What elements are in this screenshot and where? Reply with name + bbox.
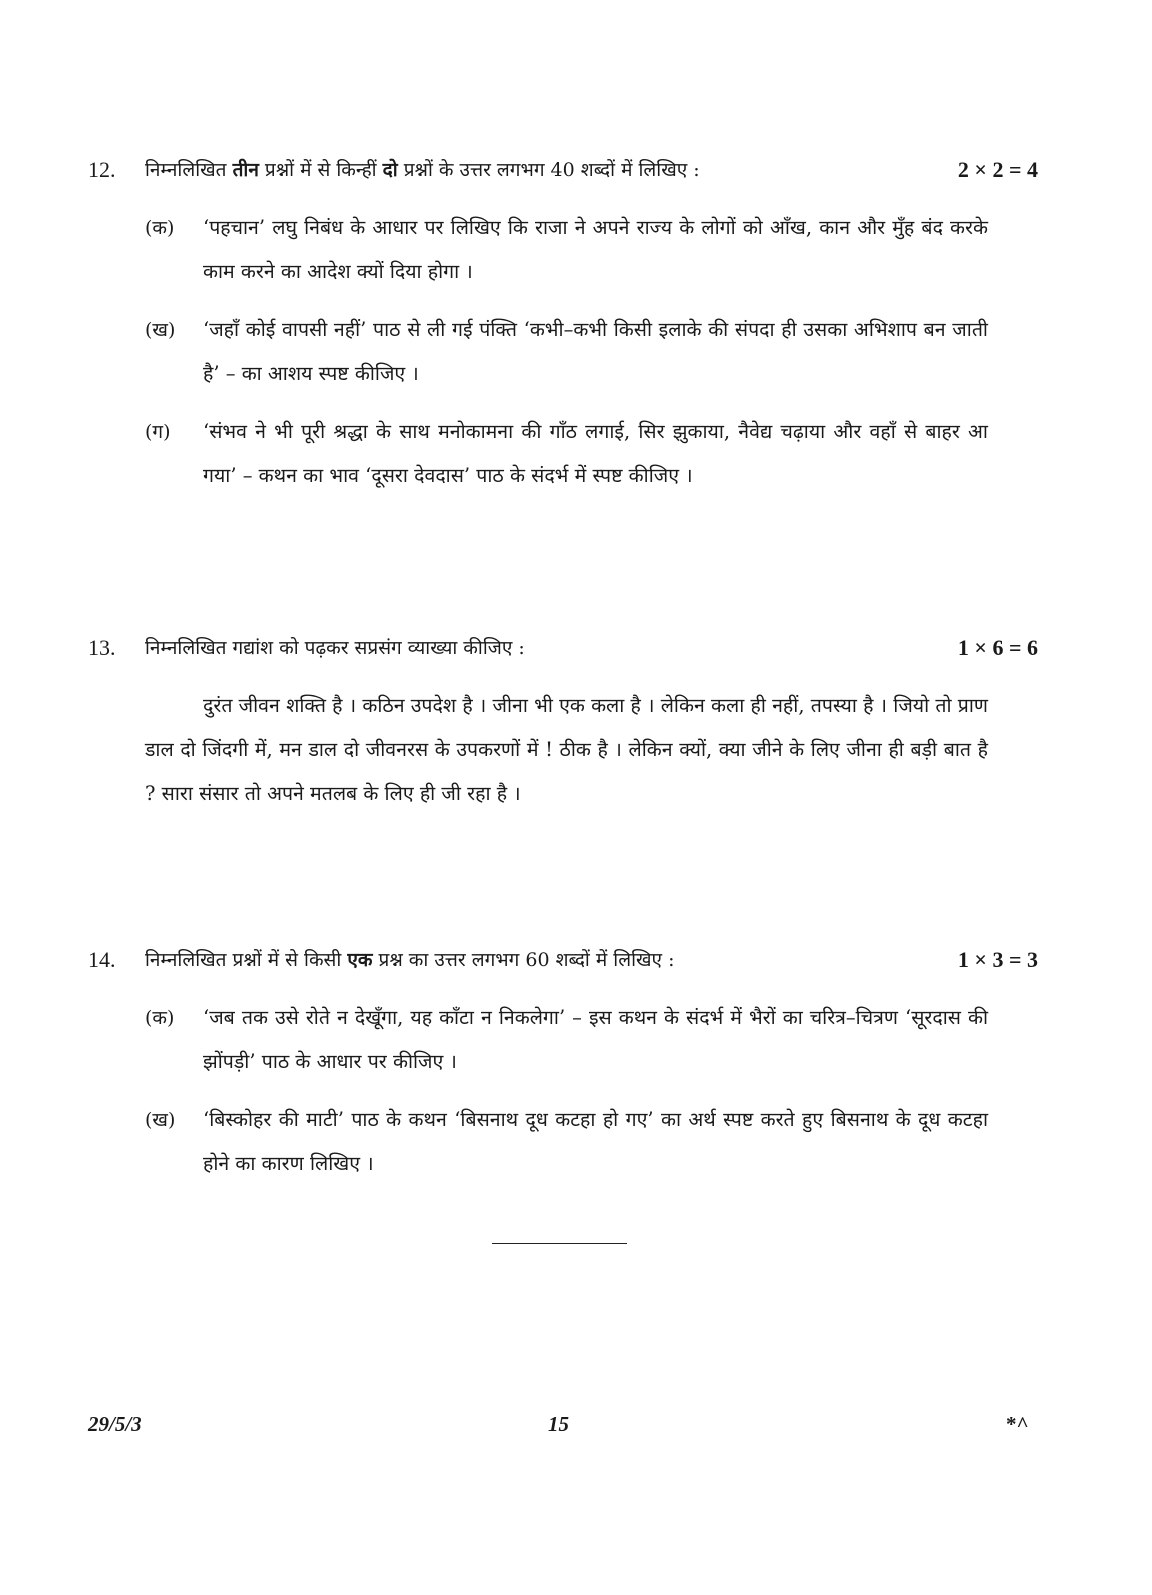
question-12 <box>88 150 1038 498</box>
question-number: 13. <box>88 635 116 660</box>
instruction-part: प्रश्नों में से किन्हीं <box>258 159 383 181</box>
subquestion-label: (क) <box>145 1007 175 1029</box>
subquestion-text: ‘बिस्कोहर की माटी’ पाठ के कथन ‘बिसनाथ दूध कटहा हो गए’ का अर्थ स्पष्ट करते हुए बिसनाथ के दूध कटहा होने का कारण लिखिए । <box>203 1108 988 1175</box>
subquestion-label: (ख) <box>145 1109 176 1131</box>
subquestion-text: ‘जहाँ कोई वापसी नहीं’ पाठ से ली गई पंक्ति ‘कभी–कभी किसी इलाके की संपदा ही उसका अभिशाप बन जाती है’ – का आशय स्पष्ट कीजिए । <box>203 318 988 385</box>
question-marks: 1 × 6 = 6 <box>957 635 1038 660</box>
subquestion-label: (ग) <box>145 421 171 443</box>
footer-symbol: *^ <box>1006 1412 1029 1436</box>
question-number: 14. <box>88 947 116 972</box>
passage-text: दुरंत जीवन शक्ति है । कठिन उपदेश है । जीना भी एक कला है । लेकिन कला ही नहीं, तपस्या है । जियो तो प्राण डाल दो जिंदगी में, मन डाल दो जीवनरस के उपकरणों में ! ठीक है । लेकिन क्यों, क्या जीने के लिए जीना ही बड़ी बात है ? सारा संसार तो अपने मतलब के लिए ही जी रहा है । <box>145 694 988 805</box>
instruction-part: निम्नलिखित प्रश्नों में से किसी <box>145 949 348 971</box>
question-instruction <box>145 940 675 980</box>
question-header <box>88 150 1038 190</box>
question-header <box>88 628 1038 668</box>
subquestion-ka <box>88 996 1038 1084</box>
instruction-part: प्रश्न का उत्तर लगभग 60 शब्दों में लिखिए : <box>372 949 675 971</box>
instruction-emphasis: दो <box>382 159 398 181</box>
question-13 <box>88 628 1038 816</box>
subquestion-label: (ख) <box>145 319 176 341</box>
instruction-emphasis: एक <box>347 949 373 971</box>
question-instruction <box>145 150 700 190</box>
subquestion-text: ‘संभव ने भी पूरी श्रद्धा के साथ मनोकामना की गाँठ लगाई, सिर झुकाया, नैवेद्य चढ़ाया और वहाँ से बाहर आ गया’ – कथन का भाव ‘दूसरा देवदास’ पाठ के संदर्भ में स्पष्ट कीजिए । <box>203 420 988 487</box>
question-marks: 2 × 2 = 4 <box>957 157 1038 182</box>
instruction-part: निम्नलिखित <box>145 159 233 181</box>
subquestion-ga <box>88 410 1038 498</box>
subquestion-text: ‘पहचान’ लघु निबंध के आधार पर लिखिए कि राजा ने अपने राज्य के लोगों को आँख, कान और मुँह बंद करके काम करने का आदेश क्यों दिया होगा । <box>203 216 988 283</box>
question-marks: 1 × 3 = 3 <box>957 947 1038 972</box>
question-instruction: निम्नलिखित गद्यांश को पढ़कर सप्रसंग व्याख्या कीजिए : <box>145 637 525 659</box>
question-header <box>88 940 1038 980</box>
page-number: 15 <box>548 1412 569 1436</box>
subquestion-label: (क) <box>145 217 175 239</box>
question-14 <box>88 940 1038 1186</box>
subquestion-text: ‘जब तक उसे रोते न देखूँगा, यह काँटा न निकलेगा’ – इस कथन के संदर्भ में भैरों का चरित्र–चित्रण ‘सूरदास की झोंपड़ी’ पाठ के आधार पर कीजिए । <box>203 1006 988 1073</box>
paper-code: 29/5/3 <box>88 1412 142 1436</box>
instruction-part: प्रश्नों के उत्तर लगभग 40 शब्दों में लिखिए : <box>397 159 700 181</box>
question-number: 12. <box>88 157 116 182</box>
end-divider <box>492 1243 627 1244</box>
subquestion-kha <box>88 308 1038 396</box>
subquestion-ka <box>88 206 1038 294</box>
instruction-emphasis: तीन <box>232 159 259 181</box>
subquestion-kha <box>88 1098 1038 1186</box>
